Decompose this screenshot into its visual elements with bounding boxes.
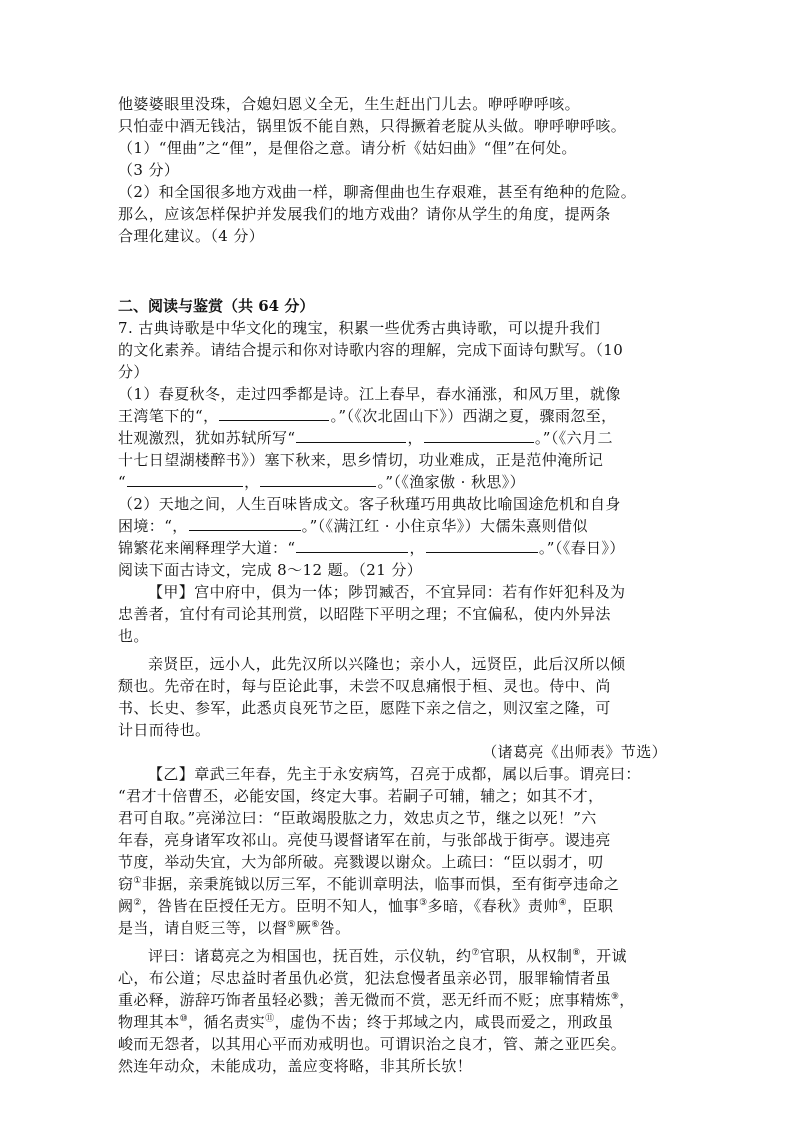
passage-yi-line-4: 年春，亮身诸军攻祁山。亮使马谡督诸军在前，与张郃战于街亭。谡违亮 — [118, 831, 611, 849]
q7-part2-line-2 — [118, 515, 683, 537]
passage-jia-line-6: 书、长史、参军，此悉贞良死节之臣，愿陛下亲之信之，则汉室之隆，可 — [118, 699, 611, 717]
yi-text: 厥 — [295, 919, 312, 937]
document-page — [118, 93, 683, 1077]
question-1-line-1: （1）“俚曲”之“俚”，是俚俗之意。请分析《姑妇曲》“俚”在何处。 — [118, 139, 577, 157]
q7-part1-text-c: 壮观激烈，犹如苏轼所写“ — [118, 429, 296, 447]
q7-part1-line-1: （1）春夏秋冬，走过四季都是诗。江上春早，春水涌涨，和风万里，就像 — [118, 385, 621, 403]
yi-text: 非据，亲秉旄钺以厉三军，不能训章明法，临事而惧，至有街亭违命之 — [141, 875, 620, 893]
q7-part1-text-d: 。”（《六月二 — [534, 429, 613, 447]
q7-part1-text-a: 王湾笔下的“， — [118, 407, 219, 425]
yi-text: 咎。 — [319, 919, 351, 937]
q7-line-3: 分） — [118, 363, 149, 381]
yi-text: 是当，请自贬三等，以督 — [118, 919, 288, 937]
yi-text: 阙 — [118, 897, 134, 915]
footnote-marker: ① — [133, 876, 142, 886]
ping-text: 官职，从权制 — [479, 947, 573, 965]
answer-blank-5[interactable] — [260, 472, 376, 487]
reading-instruction: 阅读下面古诗文，完成 8～12 题。（21 分） — [118, 561, 423, 579]
footnote-marker: ⑦ — [471, 948, 480, 958]
footnote-marker: ⑩ — [179, 1014, 189, 1024]
answer-blank-7[interactable] — [296, 538, 408, 553]
q7-part1-text-b: 。”（《次北固山下》）西湖之夏，骤雨忽至， — [330, 407, 617, 425]
lyric-line-1: 他婆婆眼里没珠，合媳妇恩义全无，生生赶出门儿去。咿呼咿呼咳。 — [118, 95, 581, 113]
ping-text: 物理其本 — [118, 1013, 180, 1031]
footnote-marker: ② — [133, 898, 142, 908]
passage-jia-line-7: 计日而待也。 — [118, 721, 211, 739]
ping-text: 评曰：诸葛亮之为相国也，抚百姓，示仪轨，约 — [148, 947, 472, 965]
q7-part2-text-d: 。”（《春日》） — [538, 539, 625, 557]
question-2-line-2: 那么，应该怎样保护并发展我们的地方戏曲？请你从学生的角度，提两条 — [118, 205, 611, 223]
answer-blank-8[interactable] — [426, 538, 538, 553]
q7-part1-line-3 — [118, 427, 683, 449]
yi-text: ，咎皆在臣授任无方。臣明不知人，恤事 — [141, 897, 420, 915]
commentary-line-4 — [118, 1011, 683, 1033]
yi-text: 多暗，《春秋》责帅 — [427, 897, 559, 915]
q7-part2-line-3 — [118, 537, 683, 559]
footnote-marker: ⑪ — [265, 1014, 275, 1024]
ping-text: ，循名责实 — [188, 1013, 266, 1031]
passage-yi-line-2: “君才十倍曹丕，必能安国，终定大事。若嗣子可辅，辅之；如其不才， — [118, 787, 604, 805]
footnote-marker: ⑤ — [287, 920, 296, 930]
question-2-line-1: （2）和全国很多地方戏曲一样，聊斋俚曲也生存艰难，甚至有绝种的危险。 — [118, 183, 637, 201]
q7-part1-line-2 — [118, 405, 683, 427]
answer-blank-4[interactable] — [127, 472, 243, 487]
q7-part2-text-a: 困境：“， — [118, 517, 188, 535]
q7-part2-line-1: （2）天地之间，人生百味皆成文。客子秋瑾巧用典故比喻国途危机和自身 — [118, 495, 621, 513]
commentary-line-1 — [118, 945, 683, 967]
answer-blank-2[interactable] — [296, 428, 406, 443]
footnote-marker: ⑨ — [610, 992, 620, 1002]
ping-text: ， — [619, 991, 635, 1009]
section-title: 二、阅读与鉴赏（共 64 分） — [118, 297, 315, 315]
passage-jia-line-4: 亲贤臣，远小人，此先汉所以兴隆也；亲小人，远贤臣，此后汉所以倾 — [148, 655, 626, 673]
commentary-line-6: 然连年动众，未能成功，盖应变将略，非其所长欤！ — [118, 1057, 473, 1075]
passage-yi-line-8 — [118, 917, 683, 939]
footnote-marker: ④ — [558, 898, 568, 908]
lyric-line-2: 只怕壶中酒无钱沽，锅里饭不能自熟，只得撅着老腚从头做。咿呼咿呼咳。 — [118, 117, 627, 135]
footnote-marker: ⑧ — [572, 948, 581, 958]
answer-blank-3[interactable] — [424, 428, 534, 443]
passage-jia-line-1: 【甲】宫中府中，俱为一体；陟罚臧否，不宜异同：若有作奸犯科及为 — [148, 583, 626, 601]
passage-yi-line-3: 君可自取。”亮涕泣曰：“臣敢竭股肱之力，效忠贞之节，继之以死！”六 — [118, 809, 597, 827]
passage-yi-line-7 — [118, 895, 683, 917]
q7-part1-sep-2: ， — [244, 473, 260, 491]
passage-jia-line-2: 忠善者，宜付有司论其刑赏，以昭陛下平明之理；不宜偏私，使内外异法 — [118, 605, 611, 623]
q7-part1-quote-open: “ — [118, 473, 127, 491]
q7-line-2: 的文化素养。请结合提示和你对诗歌内容的理解，完成下面诗句默写。（10 — [118, 341, 624, 359]
q7-part1-sep: ， — [407, 429, 423, 447]
ping-text: 重必释，游辞巧饰者虽轻必戮；善无微而不赏，恶无纤而不贬；庶事精炼 — [118, 991, 611, 1009]
commentary-line-3 — [118, 989, 683, 1011]
q7-part1-text-e: 。”（《渔家傲 · 秋思》） — [377, 473, 526, 491]
q7-part2-text-c: 锦繁花来阐释理学大道：“ — [118, 539, 296, 557]
footnote-marker: ⑥ — [311, 920, 320, 930]
passage-yi-line-1: 【乙】章武三年春，先主于永安病笃，召亮于成都，属以后事。谓亮曰： — [148, 765, 641, 783]
passage-yi-line-6 — [118, 873, 683, 895]
yi-text: 窃 — [118, 875, 134, 893]
yi-text: ，臣职 — [567, 897, 614, 915]
ping-text: ，虚伪不齿；终于邦域之内，咸畏而爱之，刑政虽 — [274, 1013, 614, 1031]
ping-text: ，开诚 — [580, 947, 627, 965]
q7-part2-text-b: 。”（《满江红 · 小住京华》）大儒朱熹则借似 — [301, 517, 588, 535]
commentary-line-2: 心，布公道；尽忠益时者虽仇必赏，犯法怠慢者虽亲必罚，服罪输情者虽 — [118, 969, 611, 987]
passage-jia-line-3: 也。 — [118, 627, 149, 645]
question-2-line-3: 合理化建议。（4 分） — [118, 227, 265, 245]
question-1-line-2: （3 分） — [118, 161, 180, 179]
passage-yi-line-5: 节度，举动失宜，大为郃所破。亮戮谡以谢众。上疏曰：“臣以弱才，叨 — [118, 853, 604, 871]
q7-part2-sep: ， — [409, 539, 425, 557]
q7-part1-line-5 — [118, 471, 683, 493]
footnote-marker: ③ — [419, 898, 428, 908]
passage-jia-source: （诸葛亮《出师表》节选） — [482, 743, 667, 761]
answer-blank-1[interactable] — [219, 406, 329, 421]
q7-part1-line-4: 十七日望湖楼醉书》）塞下秋来，思乡情切，功业难成，正是范仲淹所记 — [118, 451, 604, 469]
q7-line-1: 7. 古典诗歌是中华文化的瑰宝，积累一些优秀古典诗歌，可以提升我们 — [118, 319, 601, 337]
commentary-line-5: 峻而无怨者，以其用心平而劝戒明也。可谓识治之良才，管、萧之亚匹矣。 — [118, 1035, 627, 1053]
passage-jia-line-5: 颓也。先帝在时，每与臣论此事，未尝不叹息痛恨于桓、灵也。侍中、尚 — [118, 677, 611, 695]
answer-blank-6[interactable] — [189, 516, 301, 531]
